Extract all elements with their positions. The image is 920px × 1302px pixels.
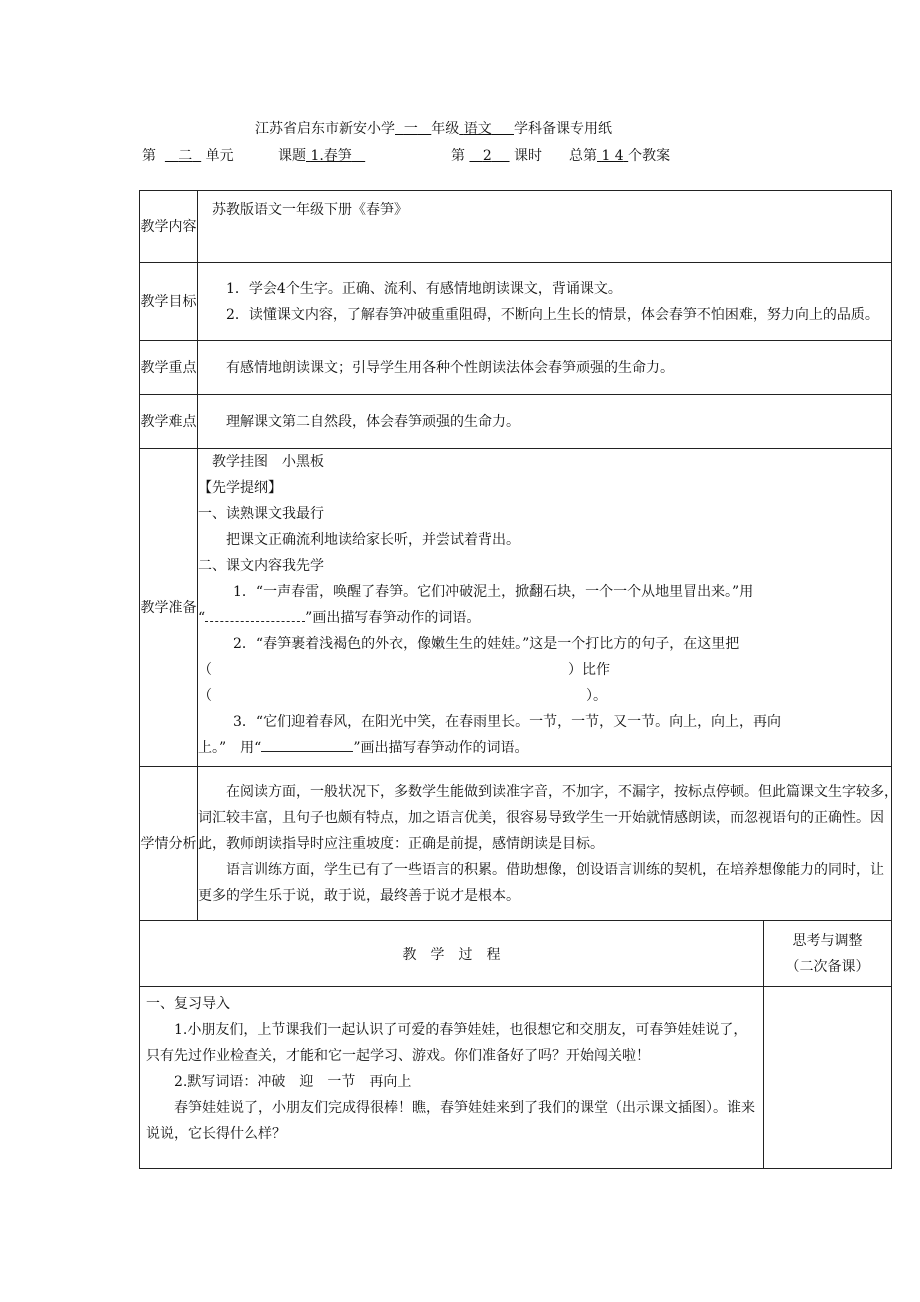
answer-blank <box>261 737 353 752</box>
topic-label: 课题 <box>278 148 306 164</box>
lesson-info <box>142 145 234 165</box>
unit-suffix: 单元 <box>205 148 234 164</box>
row-process-header <box>140 921 892 987</box>
subject-value: 语文 <box>463 121 492 137</box>
step-1-heading: 一、复习导入 <box>146 996 230 1012</box>
reflection-title: 思考与调整 <box>792 932 863 949</box>
topic-value: 1.春笋 <box>310 148 352 164</box>
lesson-suffix: 课时 <box>514 148 542 164</box>
subject-suffix: 学科备课专用纸 <box>513 121 612 137</box>
total-label: 总第 <box>569 148 597 164</box>
goal-item-2: 2．读懂课文内容，了解春笋冲破重重阻碍，不断向上生长的情景，体会春笋不怕困难，努力向上的品质。 <box>226 306 879 323</box>
section-1-text: 把课文正确流利地读给家长听，并尝试着背出。 <box>226 532 520 548</box>
question-3-line-1: 3．“它们迎着春风，在阳光中笑，在春雨里长。一节，一节，又一节。向上，向上，再向 <box>233 714 782 730</box>
difficulties-cell <box>198 395 892 449</box>
difficulties-text: 理解课文第二自然段，体会春笋顽强的生命力。 <box>226 413 520 430</box>
preparation-cell <box>198 449 892 767</box>
step-1-paragraph-1: 1.小朋友们，上节课我们一起认识了可爱的春笋娃娃，也很想它和交朋友，可春笋娃娃说了，只有先过作业检查关，才能和它一起学习、游戏。你们准备好了吗？开始闯关啦！ <box>146 1022 748 1064</box>
outline-title: 【先学提纲】 <box>198 480 282 496</box>
section-2-heading: 二、课文内容我先学 <box>198 558 324 574</box>
question-2-line-1: 2．“春笋裹着浅褐色的外衣，像嫩生生的娃娃。”这是一个打比方的句子，在这里把 <box>233 636 740 652</box>
difficulties-label: 教学难点 <box>140 395 198 449</box>
reflection-subtitle: （二次备课） <box>785 958 870 975</box>
key-points-text: 有感情地朗读课文；引导学生用各种个性朗读法体会春笋顽强的生命力。 <box>226 359 674 376</box>
unit-value: 二 <box>178 148 193 164</box>
analysis-label: 学情分析 <box>140 767 198 921</box>
row-teaching-goals <box>140 263 892 341</box>
sheet-title <box>255 118 612 138</box>
grade-suffix: 年级 <box>431 121 460 137</box>
reflection-header <box>764 921 892 987</box>
row-key-points <box>140 341 892 395</box>
analysis-paragraph-2: 语言训练方面，学生已有了一些语言的积累。借助想像，创设语言训练的契机，在培养想像能力的同时，让更多的学生乐于说，敢于说，最终善于说才是根本。 <box>198 861 884 904</box>
teaching-goals-label: 教学目标 <box>140 263 198 341</box>
total-suffix: 个教案 <box>628 148 671 164</box>
analysis-cell <box>198 767 905 921</box>
step-1-paragraph-2: 2.默写词语：冲破 迎 一节 再向上 <box>174 1074 412 1090</box>
grade-value: 一 <box>403 121 418 137</box>
question-1-line-2: “ ”画出描写春笋动作的词语。 <box>198 605 891 631</box>
topic-info <box>278 145 365 165</box>
reflection-cell <box>764 987 892 1169</box>
teaching-content-text: 苏教版语文一年级下册《春笋》 <box>212 202 408 218</box>
question-1-line-1: 1．“一声春雷，唤醒了春笋。它们冲破泥土，掀翻石块，一个一个从地里冒出来。”用 <box>233 584 754 600</box>
row-teaching-content <box>140 191 892 263</box>
question-3-line-2: 上。” 用“ ”画出描写春笋动作的词语。 <box>198 735 891 761</box>
step-1-paragraph-3: 春笋娃娃说了，小朋友们完成得很棒！瞧，春笋娃娃来到了我们的课堂（出示课文插图）。谁来说说，它长得什么样？ <box>146 1100 755 1142</box>
row-difficulties <box>140 395 892 449</box>
total-info <box>569 145 670 165</box>
lesson-value: 2 <box>482 148 492 164</box>
lesson-plan-table <box>139 190 905 1169</box>
total-value: 1 4 <box>601 148 624 164</box>
row-preparation <box>140 449 892 767</box>
school-name: 江苏省启东市新安小学 <box>255 121 395 137</box>
goal-item-1: 1．学会4个生字。正确、流利、有感情地朗读课文，背诵课文。 <box>226 280 622 297</box>
teaching-content-label: 教学内容 <box>140 191 198 263</box>
key-points-label: 教学重点 <box>140 341 198 395</box>
row-process-body <box>140 987 892 1169</box>
dashed-answer-blank <box>205 607 305 622</box>
teaching-content-cell <box>198 191 892 263</box>
lesson-label: 第 <box>451 148 465 164</box>
key-points-cell <box>198 341 892 395</box>
teaching-goals-cell <box>198 263 892 341</box>
question-2-line-2: （ ）比作 <box>198 662 610 678</box>
question-2-line-3: （ ）。 <box>198 688 607 704</box>
process-body-cell <box>140 987 764 1169</box>
process-title: 教 学 过 程 <box>140 921 764 987</box>
row-analysis <box>140 767 892 921</box>
preparation-label: 教学准备 <box>140 449 198 767</box>
lesson-number-info <box>451 145 542 165</box>
section-1-heading: 一、读熟课文我最行 <box>198 506 324 522</box>
analysis-paragraph-1: 在阅读方面，一般状况下，多数学生能做到读准字音，不加字，不漏字，按标点停顿。但此篇课文生字较多， 词汇较丰富，且句子也颇有特点，加之语言优美，很容易导致学生一开始就情感朗读，而忽视语句的正确性。因此，教师朗读指导时应注重坡度：正确是前提，感情朗读是目标。 <box>198 783 905 852</box>
materials-text: 教学挂图 小黑板 <box>212 454 324 470</box>
unit-label: 第 <box>142 148 156 164</box>
